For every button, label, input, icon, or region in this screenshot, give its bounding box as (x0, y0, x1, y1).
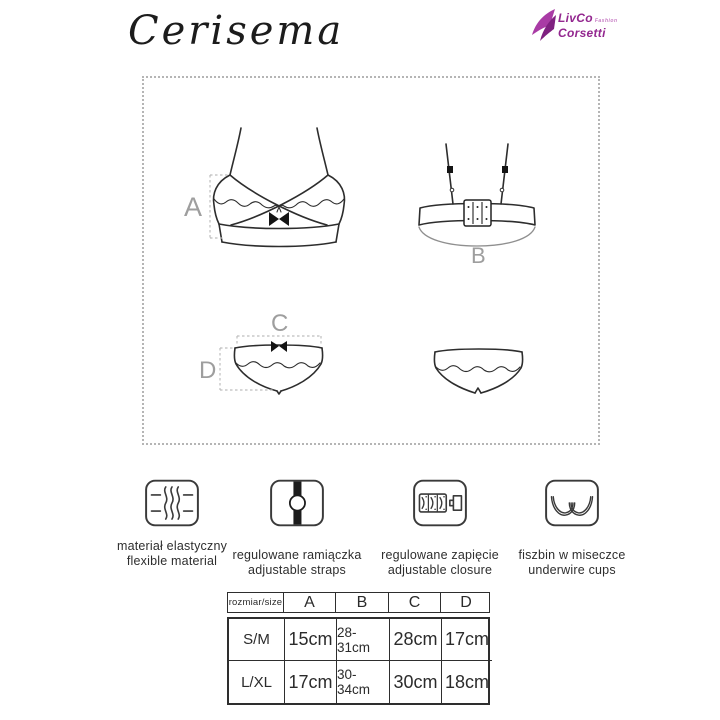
flexible-material-icon (143, 478, 201, 528)
table-cell-value: 18cm (444, 671, 489, 692)
measure-c (237, 310, 321, 346)
measure-c-label: C (271, 310, 289, 337)
measure-a (184, 175, 228, 238)
size-table-header (227, 592, 490, 613)
brand-logo (531, 8, 618, 42)
table-cell-value: 30cm (390, 661, 442, 703)
measure-d (199, 348, 275, 390)
logo-wing-icon (531, 8, 557, 42)
table-header-cell: D (460, 593, 472, 611)
feature-caption-en: adjustable straps (248, 562, 346, 577)
table-header-cell: C (389, 593, 441, 612)
measure-d-label: D (199, 357, 217, 384)
underwire-cups-icon (543, 478, 601, 528)
product-title: Cerisema (128, 8, 345, 54)
feature-caption-en: flexible material (126, 553, 218, 568)
feature-caption-pl: materiał elastyczny (116, 539, 228, 553)
table-cell-value: 28cm (390, 619, 442, 661)
feature-adjustable-straps (222, 478, 372, 577)
bow-icon (271, 341, 279, 352)
table-header-cell: A (284, 593, 336, 612)
table-cell-value: 17cm (285, 661, 337, 703)
table-cell-value: 30-34cm (337, 661, 390, 703)
feature-caption-pl: regulowane zapięcie (381, 548, 499, 562)
feature-caption-en: adjustable closure (387, 562, 493, 577)
panties-front-drawing (234, 341, 322, 394)
feature-caption-pl: regulowane ramiączka (232, 548, 362, 562)
table-cell-value: 15cm (285, 619, 337, 661)
table-header-cell: B (336, 593, 389, 612)
measure-a-label: A (184, 192, 203, 222)
adjustable-closure-icon (411, 478, 469, 528)
measurement-diagram-panel (142, 76, 600, 445)
table-header-cell: rozmiar/size (228, 593, 284, 612)
bra-front-drawing (214, 128, 345, 247)
table-cell-value: 28-31cm (337, 619, 390, 661)
feature-caption-pl: fiszbin w miseczce (518, 548, 626, 562)
logo-name-top: LivCo Fashion (558, 11, 618, 25)
bra-back-drawing (419, 144, 535, 268)
hook-closure-detail (464, 200, 491, 226)
logo-tagline: Fashion (594, 18, 618, 24)
table-cell-size: L/XL (229, 661, 285, 703)
bow-icon (269, 212, 279, 226)
feature-caption-en: underwire cups (528, 562, 616, 577)
size-table-body (227, 617, 490, 705)
logo-name-bottom: Corsetti (558, 26, 606, 40)
measure-b-label: B (471, 243, 486, 268)
adjustable-straps-icon (268, 478, 326, 528)
table-cell-size: S/M (229, 619, 285, 661)
garment-diagram (144, 78, 602, 447)
feature-adjustable-closure (365, 478, 515, 577)
panties-back-drawing (434, 349, 522, 393)
table-cell-value: 17cm (442, 619, 492, 661)
feature-underwire-cups (497, 478, 647, 577)
